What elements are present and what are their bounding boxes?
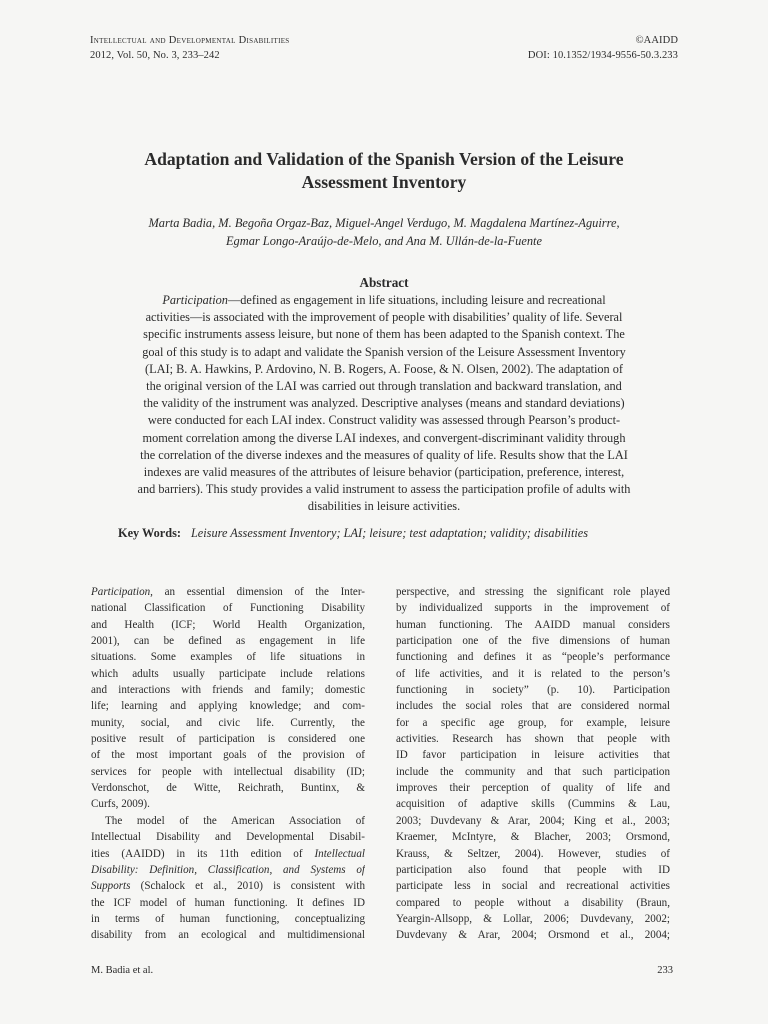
body-line: by individualized supports in the improvement of <box>396 602 670 615</box>
body-line: of the most important goals of the provision of <box>91 749 365 762</box>
body-line: Duvdevany & Arar, 2004; Orsmond et al., 2004; <box>396 929 670 942</box>
body-line: include the community and that such participation <box>396 765 670 778</box>
body-line: 2003; Duvdevany & Arar, 2004; King et al., 2003; <box>396 814 670 827</box>
body-line: perspective, and stressing the significant role played <box>396 586 670 598</box>
body-line: Participation, an essential dimension of the Inter- <box>91 586 365 598</box>
body-line: Curfs, 2009). <box>91 798 150 811</box>
body-line: Supports (Schalock et al., 2010) is consistent with <box>91 880 365 893</box>
body-line: the ICF model of human functioning. It defines ID <box>91 896 365 909</box>
body-line: and interactions with friends and family; domestic <box>91 684 365 697</box>
body-line: compared to people without a disability (Braun, <box>396 896 670 909</box>
body-line: activities. Research has shown that people with <box>396 733 670 746</box>
body-line: Disability: Definition, Classification, and Systems of <box>91 863 365 876</box>
running-header <box>90 33 678 63</box>
doi: DOI: 10.1352/1934-9556-50.3.233 <box>527 50 678 61</box>
body-line: 2001), can be defined as engagement in life <box>91 635 365 648</box>
body-line: Krauss, & Seltzer, 2004). However, studies of <box>396 847 670 860</box>
body-line: services for people with intellectual disability (ID; <box>91 765 365 778</box>
abstract-line: the correlation of the diverse indexes and the measures of quality of life. Results show that the LAI <box>140 447 628 462</box>
body-line: of life activities, and it is related to the person’s <box>396 667 670 680</box>
title-line: Assessment Inventory <box>301 172 467 192</box>
body-line: for a specific age group, for example, leisure <box>396 716 670 729</box>
body-line: munity, social, and civic life. Currently, the <box>91 716 365 729</box>
body-line: participate less in social and recreational activities <box>396 880 670 893</box>
article-title <box>60 148 708 194</box>
abstract-line: goal of this study is to adapt and validate the Spanish version of the Leisure Assessment Inventory <box>142 344 626 359</box>
body-line: The model of the American Association of <box>105 814 365 827</box>
body-line: participation also found that people with ID <box>396 863 670 876</box>
abstract-line: disabilities in leisure activities. <box>307 499 461 514</box>
author-line: Marta Badia, M. Begoña Orgaz-Baz, Miguel-Angel Verdugo, M. Magdalena Martínez-Aguirre, <box>148 216 620 230</box>
body-line: and Health (ICF; World Health Organization, <box>91 618 365 631</box>
author-list <box>60 214 708 250</box>
keywords <box>118 525 688 542</box>
abstract-line: the validity of the instrument was analyzed. Descriptive analyses (means and standard deviations) <box>143 396 625 411</box>
body-line: human functioning. The AAIDD manual considers <box>396 618 670 631</box>
body-line: positive result of participation is considered one <box>91 733 365 746</box>
abstract-line: moment correlation among the diverse LAI indexes, and convergent-discriminant validity through <box>142 430 626 445</box>
body-line: situations. Some examples of life situations in <box>91 651 365 664</box>
body-line: national Classification of Functioning Disability <box>91 602 365 615</box>
abstract-line: activities—is associated with the improvement of people with disabilities’ quality of life. Several <box>145 310 623 325</box>
abstract-line: (LAI; B. A. Hawkins, P. Ardovino, N. B. Rogers, A. Foose, & N. Olsen, 2002). The adaptation of <box>145 361 623 376</box>
abstract-body <box>84 292 684 516</box>
body-line: in terms of human functioning, conceptualizing <box>91 912 365 925</box>
page-footer <box>91 965 673 976</box>
abstract-heading: Abstract <box>359 275 409 290</box>
footer-author: M. Badia et al. <box>91 965 154 976</box>
body-line: includes the social roles that are considered normal <box>396 700 670 713</box>
abstract-line: and barriers). This study provides a valid instrument to assess the participation profile of adults with <box>137 482 631 497</box>
body-line: functioning in society” (p. 10). Participation <box>396 684 670 697</box>
body-line: acquisition of adaptive skills (Cummins & Lau, <box>396 798 670 811</box>
journal-name: Intellectual and Developmental Disabilities <box>90 35 290 46</box>
keywords-text: Leisure Assessment Inventory; LAI; leisure; test adaptation; validity; disabilities <box>190 526 589 540</box>
body-line: Yeargin-Allsopp, & Lollar, 2006; Duvdevany, 2002; <box>396 912 670 925</box>
page-number: 233 <box>657 965 673 976</box>
body-line: Intellectual Disability and Developmental Disabil- <box>91 831 365 844</box>
body-line: disability from an ecological and multidimensional <box>91 929 365 942</box>
abstract-line: Participation—defined as engagement in life situations, including leisure and recreational <box>162 293 606 307</box>
abstract-line: the original version of the LAI was carried out through translation and backward translation, and <box>146 379 622 394</box>
copyright: ©AAIDD <box>635 35 678 46</box>
body-line: ities (AAIDD) in its 11th edition of Intellectual <box>91 847 365 860</box>
author-line: Egmar Longo-Araújo-de-Melo, and Ana M. Ullán-de-la-Fuente <box>225 234 542 248</box>
abstract-line: specific instruments assess leisure, but none of them has been adapted to the Spanish context. The <box>143 327 625 342</box>
keywords-label: Key Words: <box>118 526 181 540</box>
citation: 2012, Vol. 50, No. 3, 233–242 <box>90 50 220 61</box>
body-line: ID favor participation in leisure activities that <box>396 749 670 762</box>
body-line: Kraemer, McIntyre, & Blacher, 2003; Orsmond, <box>396 831 670 844</box>
body-line: which adults usually participate include relations <box>91 667 365 680</box>
abstract-first-word: Participation <box>162 293 228 307</box>
body-line: participation one of the five dimensions of human <box>396 635 670 648</box>
body-line: life; learning and applying knowledge; and com- <box>91 700 365 713</box>
abstract-line: indexes are valid measures of the attributes of leisure behavior (participation, preference, interest, <box>143 465 625 480</box>
body-line: improves their perception of quality of life and <box>396 782 670 795</box>
body-line: Verdonschot, de Witte, Reichrath, Buntinx, & <box>91 782 365 795</box>
body-line: functioning and defines it as “people’s performance <box>396 651 670 664</box>
body-column-right <box>396 584 670 944</box>
body-column-left <box>91 584 365 944</box>
abstract-line: were conducted for each LAI index. Construct validity was assessed through Pearson’s product- <box>147 413 621 428</box>
title-line: Adaptation and Validation of the Spanish Version of the Leisure <box>144 149 624 169</box>
